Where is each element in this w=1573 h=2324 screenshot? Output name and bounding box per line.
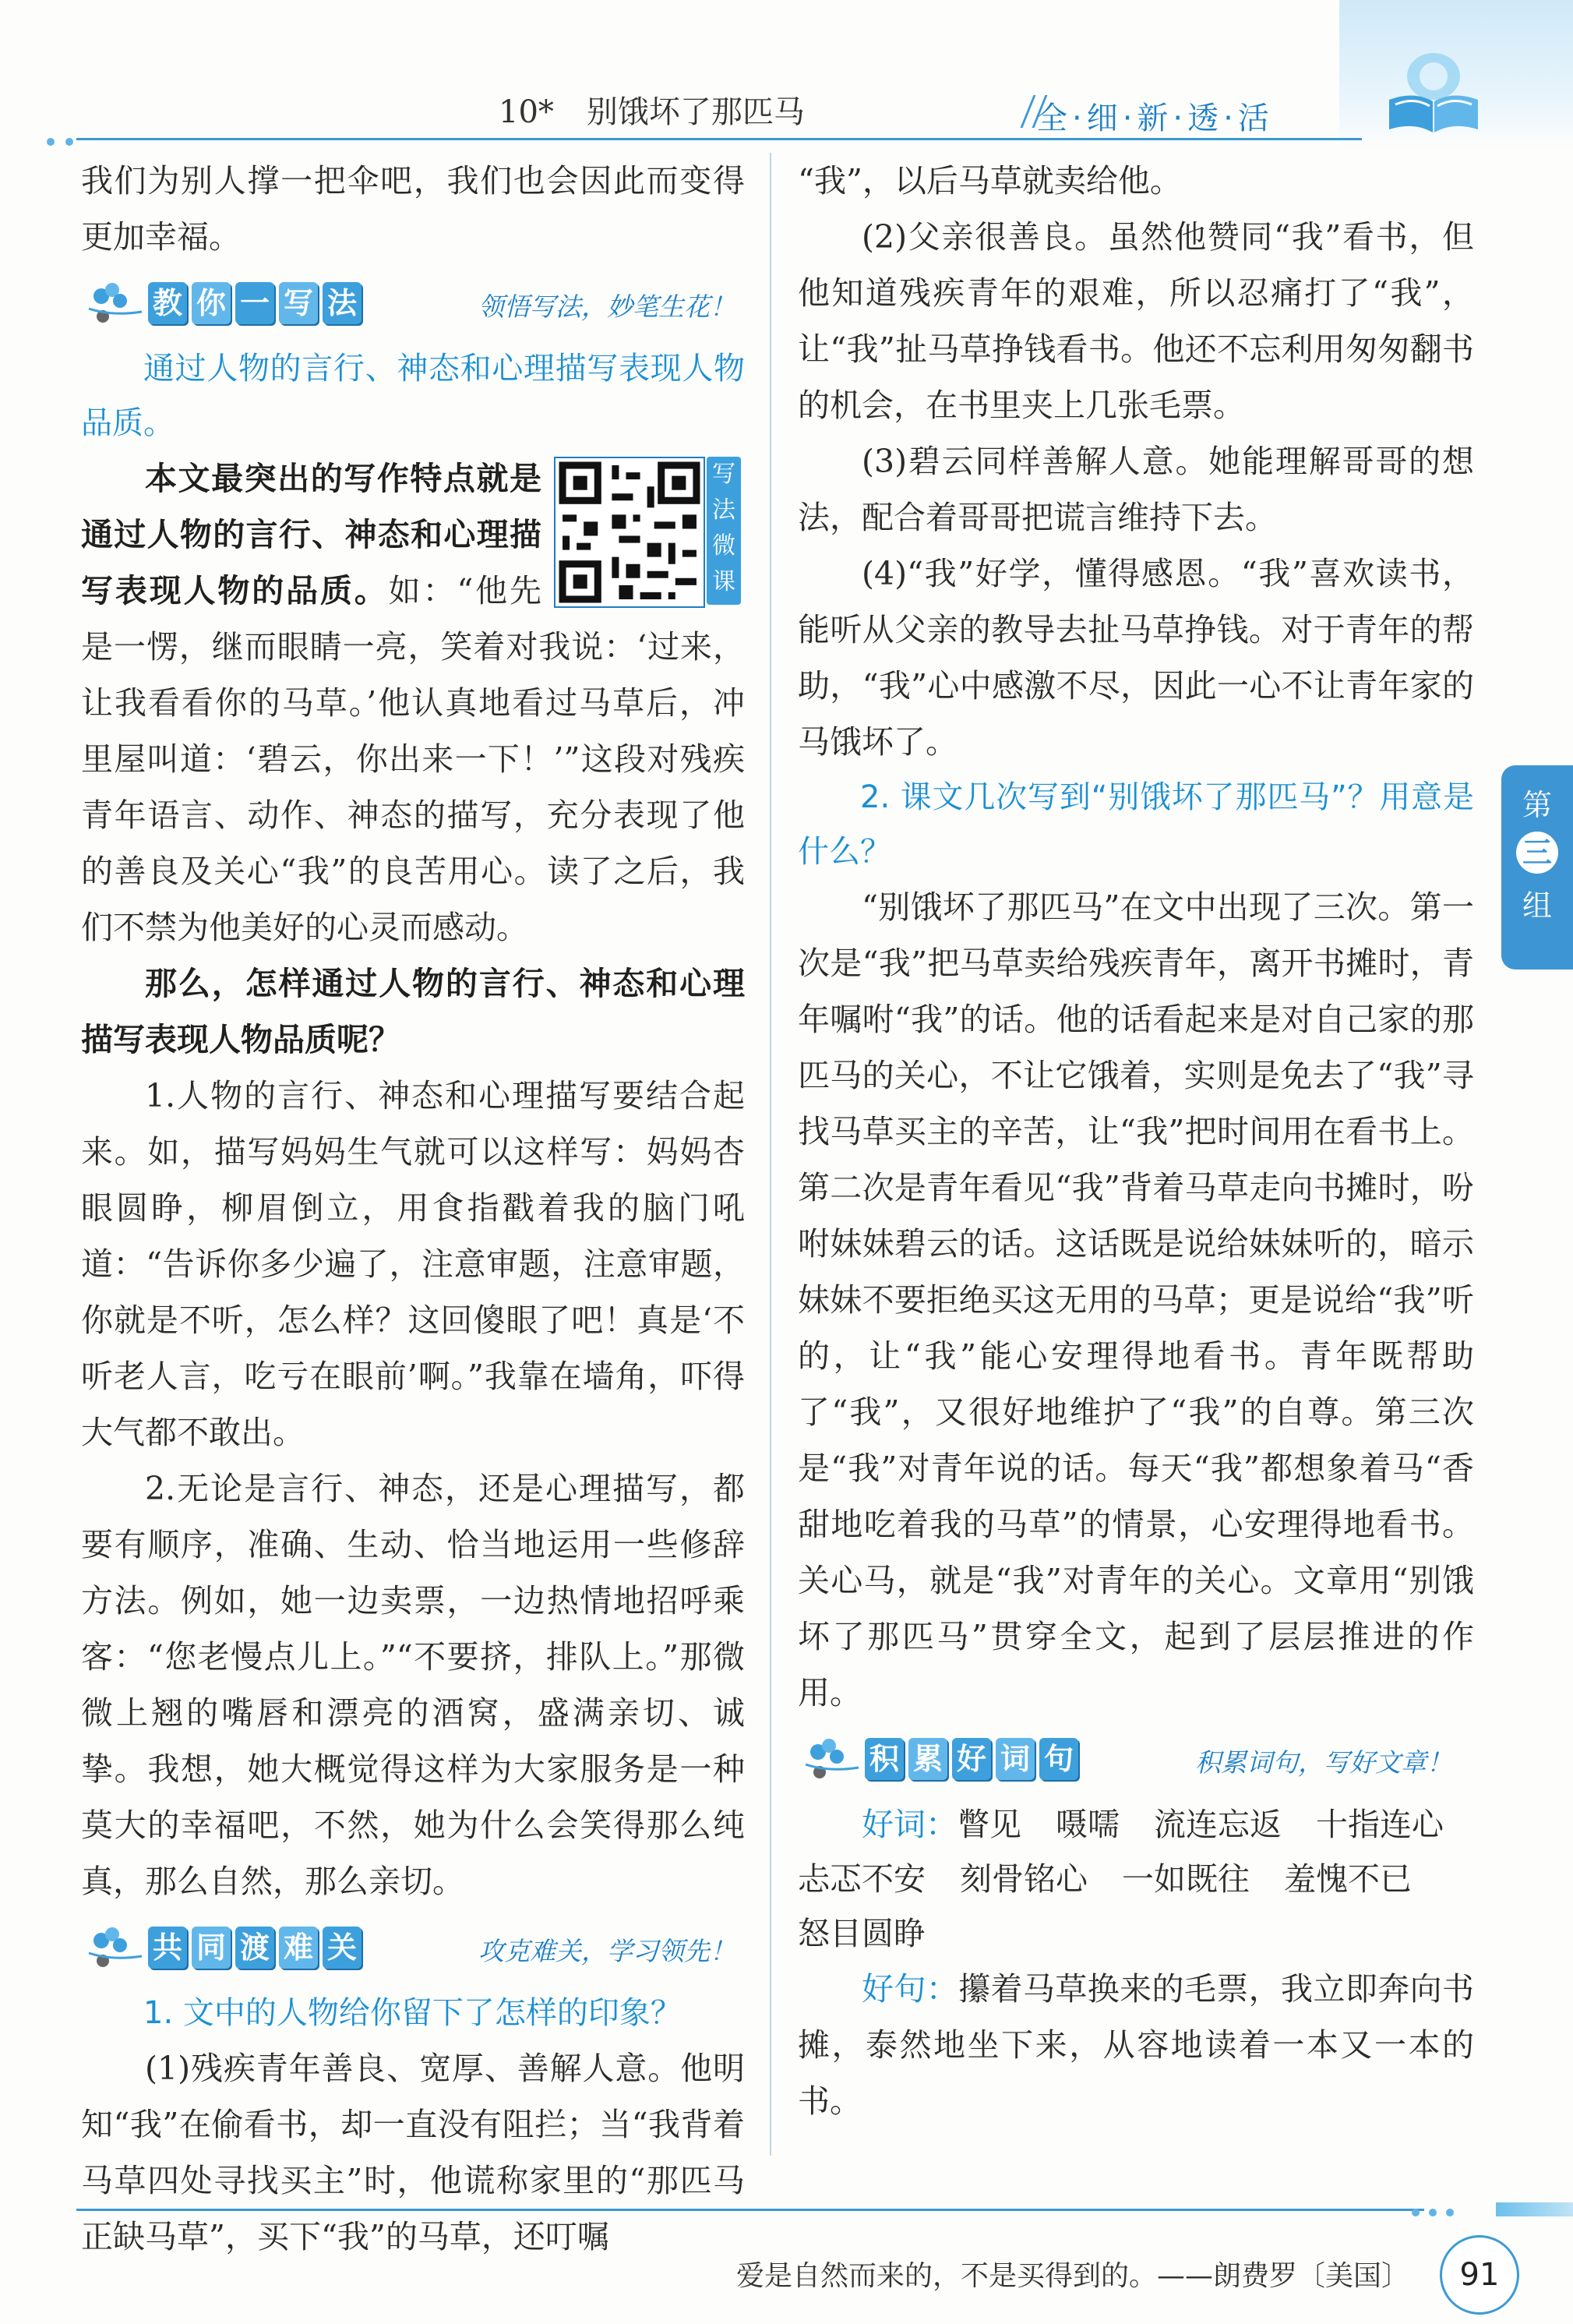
flower-icon	[81, 1922, 143, 1976]
answer-1-part-1: (1)残疾青年善良、宽厚、善解人意。他明知“我”在偷看书，却一直没有阻拦；当“我背着马草四处寻找买主”时，他谎称家里的“那匹马正缺马草”，买下“我”的马草，还叮嘱	[81, 2050, 745, 2255]
header-rule	[76, 138, 1362, 140]
title-char: 难	[279, 1927, 318, 1969]
word-item: 十指连心	[1316, 1806, 1444, 1843]
book-slogan: 全·细·新·透·活	[1036, 101, 1274, 136]
lesson-number: 10*	[499, 94, 554, 130]
writing-question: 那么，怎样通过人物的言行、神态和心理描写表现人物品质呢？	[81, 965, 745, 1058]
title-char: 写	[279, 282, 318, 324]
footer-quote: 爱是自然而来的，不是买得到的。——朗费罗〔美国〕	[736, 2260, 1410, 2292]
page-number: 91	[1440, 2235, 1519, 2315]
title-char: 一	[235, 282, 274, 324]
open-book-icon	[1383, 45, 1484, 139]
answer-1-continued: “我”，以后马草就卖给他。	[798, 162, 1182, 200]
qr-code-block	[554, 457, 745, 605]
header-dots	[47, 134, 84, 149]
bold-sentence: 本文最突出的写作特点就是通过人物的言行、神态和心理描写表现人物的品质。	[81, 460, 541, 609]
section-title	[148, 1927, 366, 1969]
title-char: 渡	[235, 1927, 274, 1969]
section-title	[865, 1738, 1083, 1780]
section-title	[148, 282, 366, 324]
tab-text: 组	[1522, 888, 1552, 923]
word-item: 忐忑不安	[798, 1860, 926, 1898]
word-item: 刻骨铭心	[960, 1860, 1088, 1898]
word-item: 嗫嚅	[1056, 1806, 1120, 1843]
answer-1-part-4: (4)“我”好学，懂得感恩。“我”喜欢读书，能听从父亲的教导去扯马草挣钱。对于青年的帮助，“我”心中感激不尽，因此一心不让青年家的马饿坏了。	[798, 555, 1474, 761]
word-item: 一如既往	[1122, 1860, 1250, 1898]
title-char: 关	[323, 1927, 362, 1969]
sentence-text: 攥着马草换来的毛票，我立即奔向书摊，泰然地坐下来，从容地读着一本又一本的书。	[798, 1970, 1475, 2120]
qr-code-icon	[554, 457, 705, 608]
column-divider	[770, 153, 771, 2156]
lesson-heading	[499, 87, 805, 132]
section-teach-writing	[81, 270, 745, 340]
left-column	[81, 153, 745, 2265]
title-char: 法	[323, 282, 362, 324]
word-item: 瞥见	[958, 1806, 1021, 1843]
good-words	[798, 1797, 1474, 1961]
writing-tip-2: 2.无论是言行、神态，还是心理描写，都要有顺序，准确、生动、恰当地运用一些修辞方法。例如，她一边卖票，一边热情地招呼乘客：“您老慢点儿上。”“不要挤，排队上。”那微微上翘的嘴唇和漂亮的酒窝，盛满亲切、诚挚。我想，她大概觉得这样为大家服务是一种莫大的幸福吧，不然，她为什么会笑得那么纯真，那么自然，那么亲切。	[81, 1470, 745, 1900]
answer-1-part-2: (2)父亲很善良。虽然他赞同“我”看书，但他知道残疾青年的艰难，所以忍痛打了“我”，让“我”扯马草挣钱看书。他还不忘利用匆匆翻书的机会，在书里夹上几张毛票。	[798, 218, 1474, 424]
title-char: 共	[148, 1927, 187, 1969]
lesson-title: 别饿坏了那匹马	[586, 94, 805, 130]
question-2: 2. 课文几次写到“别饿坏了那匹马”？用意是什么？	[798, 779, 1474, 870]
paragraph-text: 如：“他先是一愣，继而眼睛一亮，笑着对我说：‘过来，让我看看你的马草。’他认真地看过马草后，冲里屋叫道：‘碧云，你出来一下！’”这段对残疾青年语言、动作、神态的描写，充分表现了他的善良及关心“我”的良苦用心。读了之后，我们不禁为他美好的心灵而感动。	[81, 572, 745, 946]
title-char: 你	[192, 282, 231, 324]
writing-tip-1: 1.人物的言行、神态和心理描写要结合起来。如，描写妈妈生气就可以这样写：妈妈杏眼圆睁，柳眉倒立，用食指戳着我的脑门吼道：“告诉你多少遍了，注意审题，注意审题，你就是不听，怎么样？这回傻眼了吧！真是‘不听老人言，吃亏在眼前’啊。”我靠在墙角，吓得大气都不敢出。	[81, 1077, 745, 1451]
title-char: 词	[996, 1738, 1035, 1780]
answer-2: “别饿坏了那匹马”在文中出现了三次。第一次是“我”把马草卖给残疾青年，离开书摊时，青年嘱咐“我”的话。他的话看起来是对自己家的那匹马的关心，不让它饿着，实则是免去了“我”寻找马草买主的辛苦，让“我”把时间用在看书上。第二次是青年看见“我”背着马草走向书摊时，吩咐妹妹碧云的话。这话既是说给妹妹听的，暗示妹妹不要拒绝买这无用的马草；更是说给“我”听的，让“我”能心安理得地看书。青年既帮助了“我”，又很好地维护了“我”的自尊。第三次是“我”对青年说的话。每天“我”都想象着马“香甜地吃着我的马草”的情景，心安理得地看书。关心马，就是“我”对青年的关心。文章用“别饿坏了那匹马”贯穿全文，起到了层层推进的作用。	[798, 888, 1474, 1711]
good-sentence-label: 好句：	[862, 1970, 959, 2008]
section-subtitle: 领悟写法，妙笔生花！	[478, 291, 735, 322]
flower-icon	[798, 1733, 860, 1788]
flower-icon	[81, 277, 143, 332]
title-char: 好	[952, 1738, 991, 1780]
word-item: 羞愧不已	[1284, 1860, 1412, 1898]
tab-number: 三	[1516, 832, 1558, 874]
good-sentence	[798, 1961, 1474, 2129]
word-item: 流连忘返	[1154, 1806, 1282, 1843]
good-words-label: 好词：	[862, 1806, 958, 1843]
title-char: 累	[908, 1738, 947, 1780]
tab-text: 第	[1522, 788, 1552, 822]
unit-tab	[1501, 765, 1573, 970]
title-char: 同	[192, 1927, 231, 1969]
section-subtitle: 攻克难关，学习领先！	[478, 1936, 735, 1966]
title-char: 教	[148, 282, 187, 324]
footer-rule	[76, 2209, 1424, 2211]
title-char: 积	[865, 1738, 904, 1780]
question-1: 1. 文中的人物给你留下了怎样的印象？	[143, 1995, 682, 2031]
section-overcome-difficulties	[81, 1914, 745, 1984]
answer-1-part-3: (3)碧云同样善解人意。她能理解哥哥的想法，配合着哥哥把谎言维持下去。	[798, 443, 1474, 536]
micro-lesson-tag: 写法微课	[707, 457, 741, 605]
footer-band	[1496, 2202, 1573, 2216]
intro-paragraph: 我们为别人撑一把伞吧，我们也会因此而变得更加幸福。	[81, 162, 745, 256]
title-char: 句	[1039, 1738, 1078, 1780]
word-item: 怒目圆睁	[798, 1915, 926, 1952]
writing-method-heading: 通过人物的言行、神态和心理描写表现人物品质。	[81, 351, 745, 441]
section-accumulate-words	[798, 1725, 1474, 1796]
section-subtitle: 积累词句，写好文章！	[1195, 1747, 1452, 1778]
footer-dots	[1412, 2205, 1463, 2220]
right-column	[798, 153, 1474, 2129]
